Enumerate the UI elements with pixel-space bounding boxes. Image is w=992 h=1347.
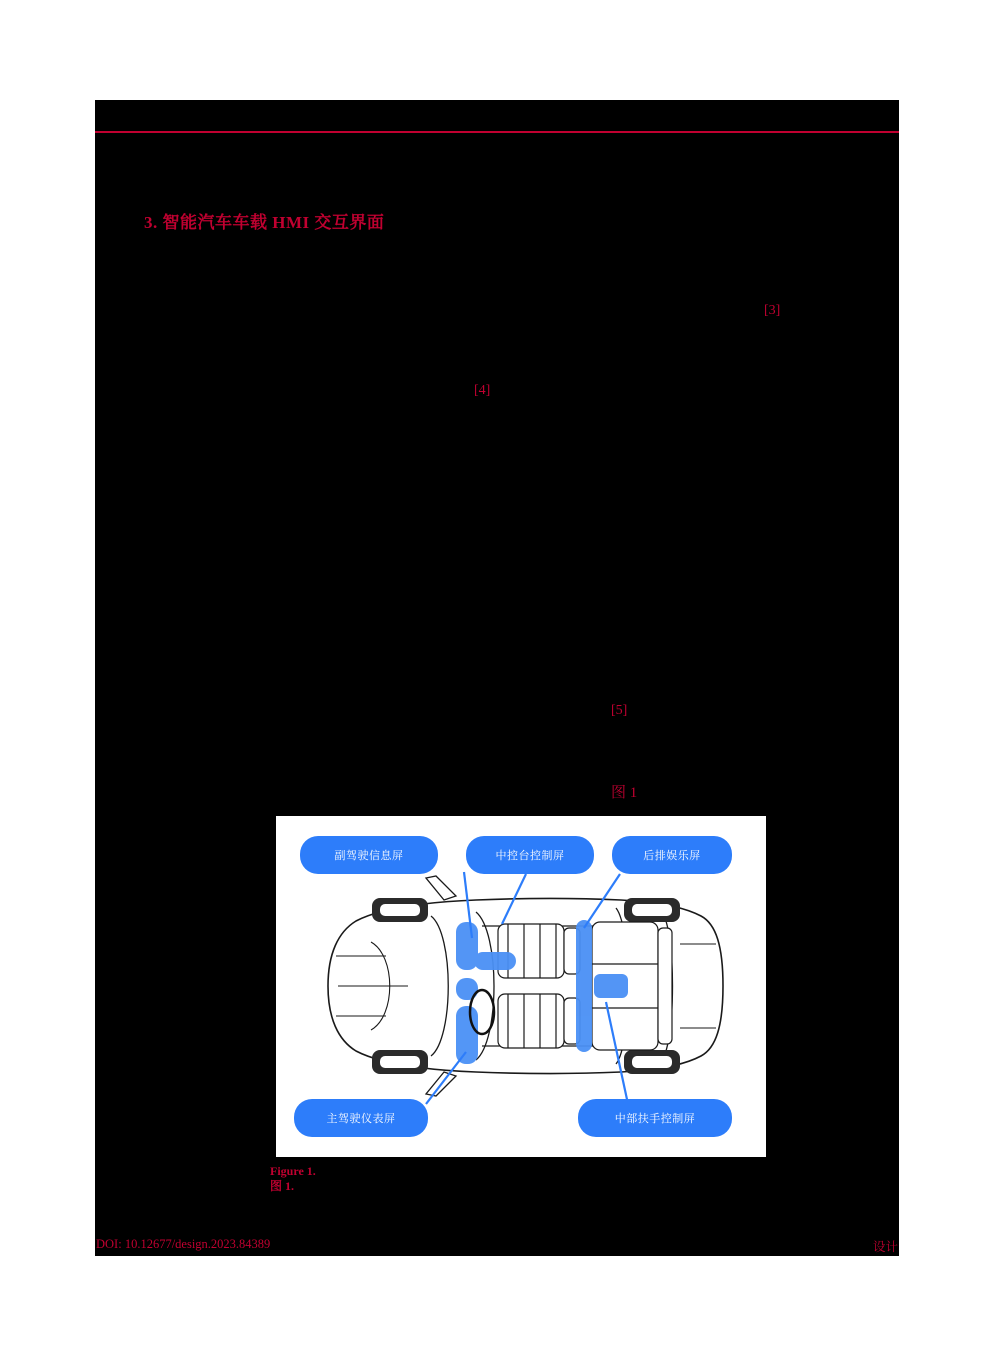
figure-inline-reference[interactable]: 图 1	[611, 785, 638, 801]
figure-caption	[270, 1164, 316, 1194]
figure-1-image	[276, 816, 766, 1157]
citation-marker-4[interactable]: [4]	[474, 383, 491, 398]
citation-marker-5[interactable]: [5]	[611, 703, 628, 718]
callout-label: 主驾驶仪表屏	[326, 1113, 396, 1125]
footer-journal-name: 设计	[872, 1240, 898, 1254]
callout-passenger-info-screen[interactable]	[300, 836, 438, 874]
callout-center-console-screen[interactable]	[466, 836, 594, 874]
header-rule	[95, 131, 899, 133]
callout-rear-entertainment-screen[interactable]	[612, 836, 732, 874]
callout-label: 中部扶手控制屏	[614, 1113, 696, 1125]
figure-caption-en: Figure 1.	[270, 1164, 316, 1178]
section-title: 3. 智能汽车车载 HMI 交互界面	[144, 213, 385, 232]
callout-center-armrest-screen[interactable]	[578, 1099, 732, 1137]
callout-driver-instrument-screen[interactable]	[294, 1099, 428, 1137]
callout-label: 中控台控制屏	[495, 850, 565, 862]
callout-label: 副驾驶信息屏	[334, 850, 404, 862]
figure-caption-zh: 图 1.	[270, 1179, 295, 1193]
footer-doi[interactable]: DOI: 10.12677/design.2023.84389	[96, 1237, 271, 1251]
citation-marker-3[interactable]: [3]	[764, 303, 781, 318]
callout-label: 后排娱乐屏	[643, 850, 701, 862]
